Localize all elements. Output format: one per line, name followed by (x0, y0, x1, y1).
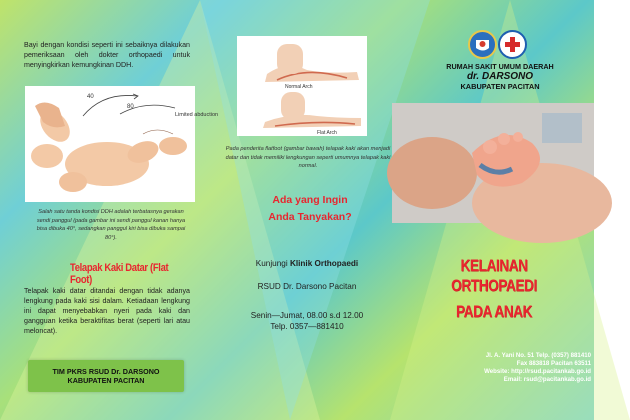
hospital-line-2: dr. DARSONO (466, 71, 534, 82)
fax-line: Fax 883818 Pacitan 63511 (516, 360, 591, 367)
question-line-2: Anda Tanyakan? (268, 211, 352, 223)
feet-illustration (237, 36, 367, 136)
angle-80-label: 80 (127, 104, 134, 110)
question-heading (235, 192, 385, 226)
team-line-2: KABUPATEN PACITAN (67, 376, 145, 385)
question-line-1: Ada yang Ingin (272, 194, 348, 206)
team-box (28, 360, 184, 392)
limited-abduction-label: Limited abduction (175, 112, 219, 118)
hospital-name: RSUD Dr. Darsono Pacitan (257, 282, 357, 291)
flat-arch-label: Flat Arch (317, 130, 337, 136)
hospital-header (412, 62, 588, 91)
hospital-line-3: KABUPATEN PACITAN (460, 82, 540, 91)
main-title-line-2: PADA ANAK (456, 302, 532, 321)
email-line: Email: rsud@pacitankab.go.id (503, 376, 591, 383)
main-title-line-1: KELAINAN ORTHOPAEDI (451, 256, 537, 295)
website-line: Website: http://rsud.pacitankab.go.id (484, 368, 591, 375)
flat-foot-heading: Telapak Kaki Datar (Flat Foot) (70, 262, 169, 286)
opening-hours: Senin—Jumat, 08.00 s.d 12.00 (250, 311, 364, 320)
ddh-illustration (25, 86, 219, 202)
hospital-logo (498, 30, 527, 59)
team-line-1: TIM PKRS RSUD Dr. DARSONO (52, 367, 160, 376)
feet-caption: Pada penderita flatfoot (gambar bawah) telapak kaki akan menjadi datar dan tidak memiliki lengkungan seperti umumnya telapak kaki normal. (225, 146, 391, 169)
address-block (405, 352, 591, 384)
angle-40-label: 40 (87, 94, 94, 100)
address-line: Jl. A. Yani No. 51 Telp. (0357) 881410 (485, 352, 591, 359)
clinic-name: Klinik Orthopaedi (289, 259, 359, 268)
contact-block (222, 258, 392, 332)
ddh-caption: Salah satu tanda kondisi DDH adalah terbatasnya gerakan sendi panggul (pada gambar ini sendi panggul kanan hanya bisa dibuka 40°, sedangkan panggul kiri bisa dibuka sampai 80°). (36, 209, 186, 241)
regency-logo (468, 30, 497, 59)
normal-arch-label: Normal Arch (285, 84, 313, 90)
flat-foot-text: Telapak kaki datar ditandai dengan tidak adanya lengkung pada kaki sisi dalam. Ketiadaan lengkung ini dapat menyebabkan nyeri pada kaki dan gangguan ketika beraktifitas berat (seperti lari atau meloncat). (24, 287, 190, 335)
phone: Telp. 0357—881410 (270, 322, 344, 331)
hospital-line-1: RUMAH SAKIT UMUM DAERAH (446, 62, 554, 71)
intro-text: Bayi dengan kondisi seperti ini sebaiknya dilakukan pemeriksaan oleh dokter orthopaedi untuk menyingkirkan kemungkinan DDH. (24, 41, 190, 69)
baby-foot-photo (392, 103, 594, 223)
visit-prefix: Kunjungi (255, 259, 288, 268)
